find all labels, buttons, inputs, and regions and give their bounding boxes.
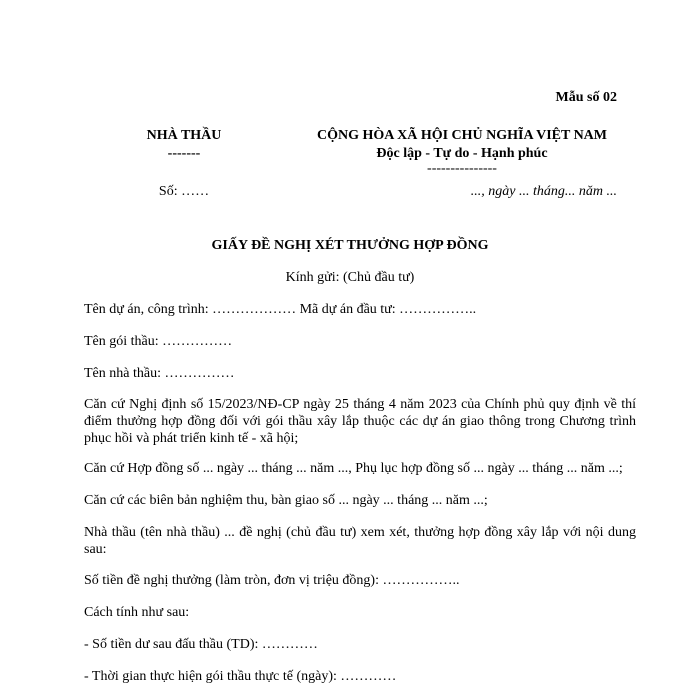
recipient-line: Kính gửi: (Chủ đầu tư) [285, 270, 415, 285]
date-line: ..., ngày ... tháng... năm ... [470, 184, 617, 199]
method-paragraph: Cách tính như sau: [84, 605, 190, 620]
form-number: Mẫu số 02 [555, 90, 617, 105]
amount-paragraph: Số tiền đề nghị thưởng (làm tròn, đơn vị triệu đồng): …………….. [84, 573, 460, 588]
document-title: GIẤY ĐỀ NGHỊ XÉT THƯỞNG HỢP ĐỒNG [211, 238, 489, 253]
nation-title: CỘNG HÒA XÃ HỘI CHỦ NGHĨA VIỆT NAM [316, 128, 607, 143]
bid-price-line: - Số tiền dư sau đấu thầu (TD): ………… [84, 637, 318, 652]
basis-decree-paragraph: Căn cứ Nghị định số 15/2023/NĐ-CP ngày 25 tháng 4 năm 2023 của Chính phủ quy định về thí điểm thưởng hợp đồng đối với gói thầu xây lắp thuộc các dự án giao thông trong Chương trình phục hồi và phát triển kinh tế - xã hội; [84, 397, 636, 446]
motto-dashes: --------------- [427, 161, 497, 176]
package-name-field: Tên gói thầu: …………… [84, 334, 233, 349]
project-name-field: Tên dự án, công trình: ……………… Mã dự án đầu tư: …………….. [84, 302, 477, 317]
request-paragraph: Nhà thầu (tên nhà thầu) ... đề nghị (chủ đầu tư) xem xét, thưởng hợp đồng xây lắp với nội dung sau: [84, 525, 636, 557]
document-number: Số: …… [158, 184, 210, 199]
basis-acceptance-paragraph: Căn cứ các biên bản nghiệm thu, bàn giao số ... ngày ... tháng ... năm ...; [84, 493, 488, 508]
basis-contract-paragraph: Căn cứ Hợp đồng số ... ngày ... tháng ... năm ..., Phụ lục hợp đồng số ... ngày ... tháng ... năm ...; [84, 461, 623, 476]
nation-motto: Độc lập - Tự do - Hạnh phúc [376, 146, 548, 161]
actual-time-line: - Thời gian thực hiện gói thầu thực tế (ngày): ………… [84, 669, 397, 684]
contractor-name-field: Tên nhà thầu: …………… [84, 366, 235, 381]
contractor-label: NHÀ THẦU [146, 128, 222, 143]
contractor-dashes: ------- [167, 146, 201, 161]
